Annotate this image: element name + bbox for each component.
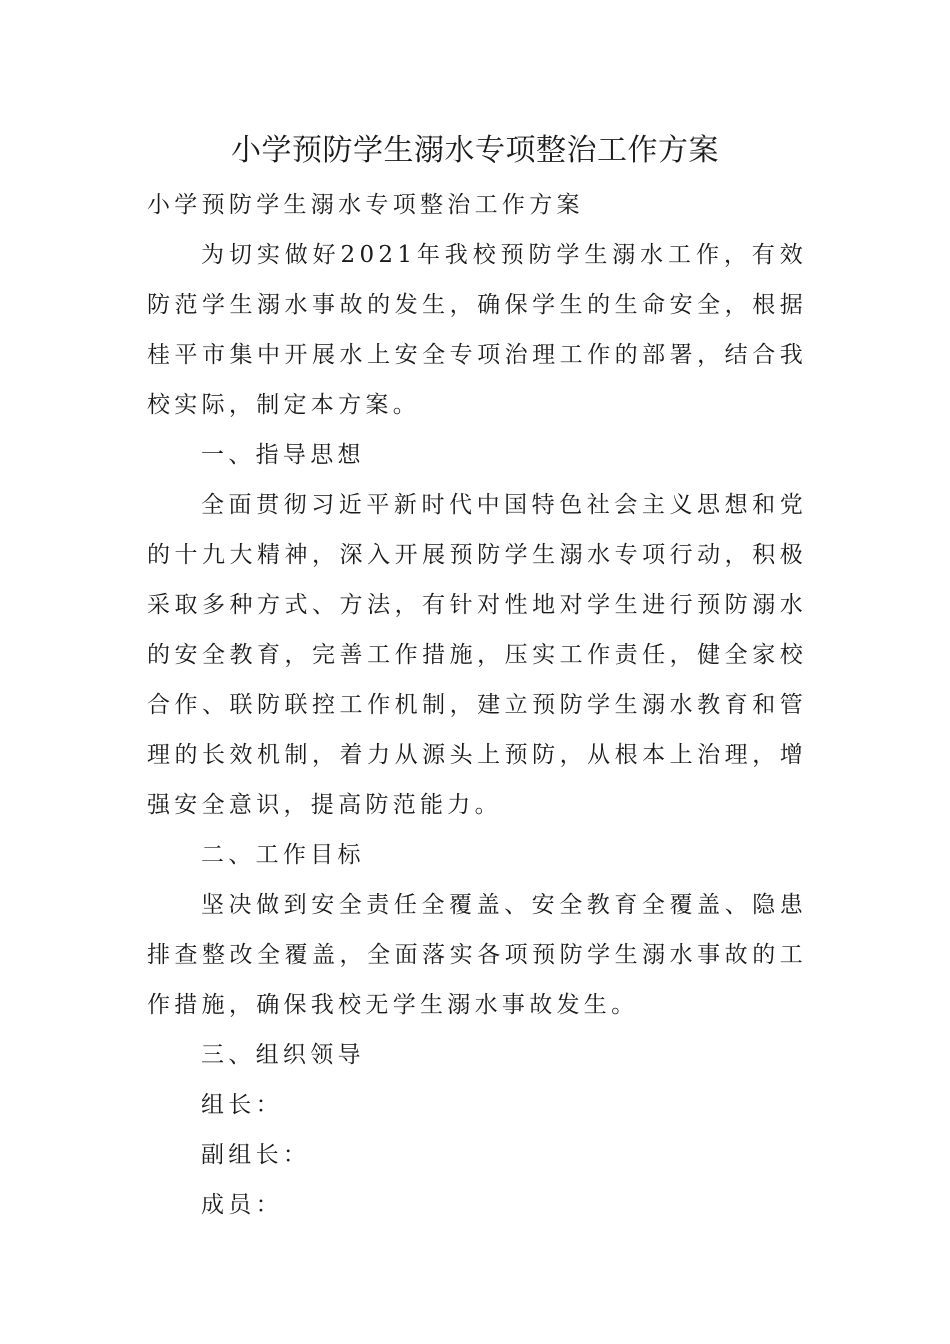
section-heading-work-goals: 二、工作目标 — [201, 842, 365, 868]
section-heading-organization: 三、组织领导 — [201, 1042, 365, 1068]
guiding-ideology-paragraph: 全面贯彻习近平新时代中国特色社会主义思想和党的十九大精神，深入开展预防学生溺水专项行动，积极采取多种方式、方法，有针对性地对学生进行预防溺水的安全教育，完善工作措施，压实工作责任，健全家校合作、联防联控工作机制，建立预防学生溺水教育和管理的长效机制，着力从源头上预防，从根本上治理，增强安全意识，提高防范能力。 — [147, 492, 807, 818]
document-title: 小学预防学生溺水专项整治工作方案 — [231, 133, 719, 168]
document-body — [147, 180, 807, 1230]
deputy-leader-line: 副组长： — [201, 1142, 311, 1168]
subtitle-line: 小学预防学生溺水专项整治工作方案 — [147, 192, 584, 218]
work-goals-paragraph: 坚决做到安全责任全覆盖、安全教育全覆盖、隐患排查整改全覆盖，全面落实各项预防学生溺水事故的工作措施，确保我校无学生溺水事故发生。 — [147, 892, 807, 1018]
section-heading-guiding-ideology: 一、指导思想 — [201, 442, 365, 468]
intro-paragraph: 为切实做好2021年我校预防学生溺水工作，有效防范学生溺水事故的发生，确保学生的生命安全，根据桂平市集中开展水上安全专项治理工作的部署，结合我校实际，制定本方案。 — [147, 242, 807, 418]
team-leader-line: 组长： — [201, 1092, 283, 1118]
members-line: 成员： — [201, 1192, 283, 1218]
